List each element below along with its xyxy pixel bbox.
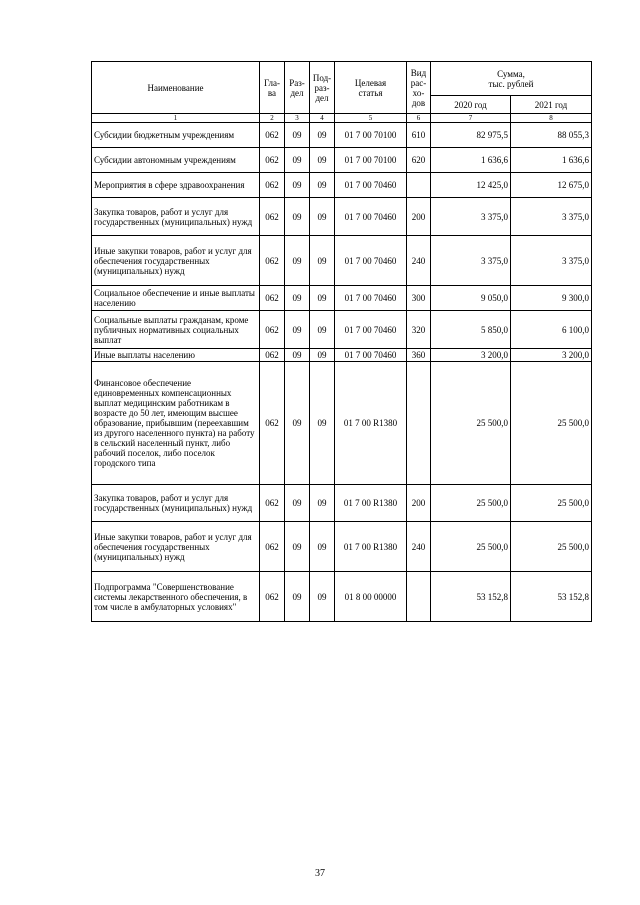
row-sum-2021: 88 055,3 — [511, 123, 592, 148]
row-razdel: 09 — [285, 311, 310, 349]
row-glava: 062 — [260, 311, 285, 349]
row-glava: 062 — [260, 286, 285, 311]
row-target-article: 01 7 00 R1380 — [335, 485, 407, 522]
table-row — [92, 485, 592, 522]
header-expense-type: Вид рас- хо- дов — [407, 62, 431, 114]
row-glava: 062 — [260, 349, 285, 362]
row-expense-type: 240 — [407, 522, 431, 572]
row-glava: 062 — [260, 362, 285, 485]
header-year-2020: 2020 год — [431, 96, 511, 114]
row-name: Иные закупки товаров, работ и услуг для обеспечения государственных (муниципальных) нужд — [92, 236, 260, 286]
row-sum-2020: 53 152,8 — [431, 572, 511, 622]
row-name: Закупка товаров, работ и услуг для государственных (муниципальных) нужд — [92, 198, 260, 236]
row-target-article: 01 7 00 70100 — [335, 123, 407, 148]
row-glava: 062 — [260, 198, 285, 236]
row-razdel: 09 — [285, 362, 310, 485]
table-row — [92, 286, 592, 311]
header-glava: Гла- ва — [260, 62, 285, 114]
row-razdel: 09 — [285, 198, 310, 236]
row-name: Подпрограмма "Совершенствование системы лекарственного обеспечения, в том числе в амбулаторных условиях" — [92, 572, 260, 622]
row-target-article: 01 7 00 70460 — [335, 198, 407, 236]
row-podrazdel: 09 — [310, 522, 335, 572]
row-razdel: 09 — [285, 349, 310, 362]
page-number: 37 — [315, 868, 325, 879]
row-razdel: 09 — [285, 236, 310, 286]
row-name: Иные выплаты населению — [92, 349, 260, 362]
row-podrazdel: 09 — [310, 362, 335, 485]
row-glava: 062 — [260, 148, 285, 173]
row-name: Иные закупки товаров, работ и услуг для обеспечения государственных (муниципальных) нужд — [92, 522, 260, 572]
row-glava: 062 — [260, 522, 285, 572]
row-razdel: 09 — [285, 123, 310, 148]
column-number: 7 — [431, 114, 511, 123]
column-number: 2 — [260, 114, 285, 123]
row-sum-2021: 3 200,0 — [511, 349, 592, 362]
column-number: 8 — [511, 114, 592, 123]
row-podrazdel: 09 — [310, 148, 335, 173]
header-year-2021: 2021 год — [511, 96, 592, 114]
table-row — [92, 173, 592, 198]
column-number: 6 — [407, 114, 431, 123]
row-sum-2020: 25 500,0 — [431, 485, 511, 522]
row-expense-type — [407, 362, 431, 485]
row-sum-2020: 82 975,5 — [431, 123, 511, 148]
row-sum-2021: 12 675,0 — [511, 173, 592, 198]
table-row — [92, 123, 592, 148]
row-podrazdel: 09 — [310, 572, 335, 622]
row-target-article: 01 7 00 R1380 — [335, 522, 407, 572]
header-razdel: Раз- дел — [285, 62, 310, 114]
row-razdel: 09 — [285, 286, 310, 311]
row-target-article: 01 7 00 70460 — [335, 236, 407, 286]
row-target-article: 01 8 00 00000 — [335, 572, 407, 622]
row-name: Субсидии автономным учреждениям — [92, 148, 260, 173]
budget-table — [91, 61, 592, 622]
row-name: Закупка товаров, работ и услуг для государственных (муниципальных) нужд — [92, 485, 260, 522]
row-expense-type: 360 — [407, 349, 431, 362]
row-podrazdel: 09 — [310, 311, 335, 349]
row-glava: 062 — [260, 236, 285, 286]
row-sum-2020: 3 375,0 — [431, 198, 511, 236]
row-podrazdel: 09 — [310, 123, 335, 148]
row-glava: 062 — [260, 485, 285, 522]
row-sum-2020: 3 375,0 — [431, 236, 511, 286]
row-target-article: 01 7 00 70460 — [335, 349, 407, 362]
row-podrazdel: 09 — [310, 173, 335, 198]
row-sum-2020: 5 850,0 — [431, 311, 511, 349]
row-podrazdel: 09 — [310, 485, 335, 522]
table-row — [92, 311, 592, 349]
header-target-article: Целевая статья — [335, 62, 407, 114]
row-sum-2020: 1 636,6 — [431, 148, 511, 173]
row-expense-type: 320 — [407, 311, 431, 349]
row-sum-2021: 1 636,6 — [511, 148, 592, 173]
row-podrazdel: 09 — [310, 198, 335, 236]
table-row — [92, 572, 592, 622]
row-razdel: 09 — [285, 572, 310, 622]
row-expense-type: 240 — [407, 236, 431, 286]
row-glava: 062 — [260, 123, 285, 148]
header-name: Наименование — [92, 62, 260, 114]
header-podrazdel: Под- раз- дел — [310, 62, 335, 114]
row-target-article: 01 7 00 70460 — [335, 311, 407, 349]
row-name: Финансовое обеспечение единовременных компенсационных выплат медицинским работникам в возрасте до 50 лет, имеющим высшее образование, прибывшим (переехавшим из другого населенного пункта) на работу в сельский населенный пункт, либо рабочий поселок, либо поселок городского типа — [92, 362, 260, 485]
row-glava: 062 — [260, 572, 285, 622]
table-row — [92, 148, 592, 173]
table-row — [92, 522, 592, 572]
row-name: Социальное обеспечение и иные выплаты населению — [92, 286, 260, 311]
table-row — [92, 236, 592, 286]
row-expense-type — [407, 572, 431, 622]
row-razdel: 09 — [285, 485, 310, 522]
row-sum-2021: 53 152,8 — [511, 572, 592, 622]
row-sum-2020: 9 050,0 — [431, 286, 511, 311]
row-podrazdel: 09 — [310, 349, 335, 362]
row-expense-type: 300 — [407, 286, 431, 311]
row-glava: 062 — [260, 173, 285, 198]
row-sum-2021: 3 375,0 — [511, 198, 592, 236]
column-number: 5 — [335, 114, 407, 123]
row-sum-2020: 3 200,0 — [431, 349, 511, 362]
row-expense-type: 200 — [407, 198, 431, 236]
row-expense-type: 620 — [407, 148, 431, 173]
row-name: Субсидии бюджетным учреждениям — [92, 123, 260, 148]
row-sum-2021: 25 500,0 — [511, 485, 592, 522]
row-podrazdel: 09 — [310, 286, 335, 311]
row-sum-2020: 25 500,0 — [431, 362, 511, 485]
row-name: Социальные выплаты гражданам, кроме публичных нормативных социальных выплат — [92, 311, 260, 349]
row-sum-2021: 6 100,0 — [511, 311, 592, 349]
row-name: Мероприятия в сфере здравоохранения — [92, 173, 260, 198]
row-expense-type — [407, 173, 431, 198]
row-sum-2020: 12 425,0 — [431, 173, 511, 198]
column-number: 1 — [92, 114, 260, 123]
table-row — [92, 362, 592, 485]
table-row — [92, 349, 592, 362]
row-sum-2021: 3 375,0 — [511, 236, 592, 286]
row-razdel: 09 — [285, 522, 310, 572]
row-sum-2021: 25 500,0 — [511, 522, 592, 572]
column-numbers-row — [92, 114, 592, 123]
header-sum: Сумма, тыс. рублей — [431, 62, 592, 96]
row-target-article: 01 7 00 70100 — [335, 148, 407, 173]
row-target-article: 01 7 00 70460 — [335, 286, 407, 311]
row-target-article: 01 7 00 R1380 — [335, 362, 407, 485]
row-sum-2020: 25 500,0 — [431, 522, 511, 572]
row-razdel: 09 — [285, 148, 310, 173]
column-number: 3 — [285, 114, 310, 123]
row-sum-2021: 9 300,0 — [511, 286, 592, 311]
row-expense-type: 200 — [407, 485, 431, 522]
table-row — [92, 198, 592, 236]
row-expense-type: 610 — [407, 123, 431, 148]
row-target-article: 01 7 00 70460 — [335, 173, 407, 198]
row-razdel: 09 — [285, 173, 310, 198]
row-sum-2021: 25 500,0 — [511, 362, 592, 485]
column-number: 4 — [310, 114, 335, 123]
row-podrazdel: 09 — [310, 236, 335, 286]
